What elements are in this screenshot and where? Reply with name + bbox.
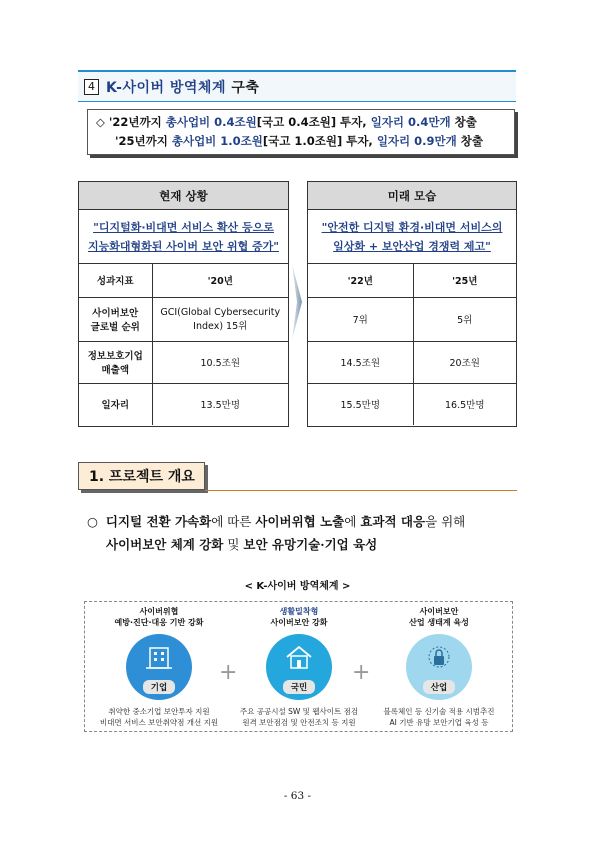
overview-1-b: 에 따른 [211, 514, 256, 529]
diagram-column-enterprise [89, 606, 229, 728]
table-row [308, 297, 516, 341]
future-desc-line-1: "안전한 디지털 환경·비대면 서비스의 [321, 221, 503, 234]
summary-2-jobs: 일자리 0.9만개 [376, 134, 457, 148]
page-number: - 63 - [283, 790, 312, 802]
table-row [308, 383, 516, 425]
diagram-title: < K-사이버 방역체계 > [244, 581, 351, 592]
industry-circle [406, 634, 472, 700]
overview-1-c: 사이버위협 노출 [255, 514, 345, 529]
column-caption: 생활밀착형 사이버보안 강화 [270, 607, 328, 627]
col-year-2025-header: '25년 [413, 264, 516, 297]
table-row [79, 341, 288, 383]
table-row [79, 264, 288, 297]
lock-circuit-icon [424, 644, 454, 670]
citizen-circle [266, 634, 332, 700]
section-title [106, 77, 259, 97]
industry-label: 산업 [423, 680, 455, 694]
column-description: 블록체인 등 신기술 적용 시범추진 AI 기반 유망 보안기업 육성 등 [383, 707, 495, 727]
summary-line-1 [96, 113, 506, 132]
table-row [308, 341, 516, 383]
section-title-bar [78, 70, 516, 102]
enterprise-label: 기업 [143, 680, 175, 694]
overview-2-b: 및 [223, 537, 244, 552]
project-overview-text [87, 510, 527, 556]
summary-2-e: 창출 [456, 134, 483, 148]
overview-1-d: 에 [344, 514, 361, 529]
metric-value: 10.5조원 [152, 341, 288, 383]
table-row [79, 383, 288, 425]
project-overview-title: 1. 프로젝트 개요 [78, 462, 205, 490]
overview-line-2 [87, 533, 527, 556]
house-icon [284, 644, 314, 670]
diagram-column-citizen [229, 606, 369, 728]
col-year-2020-header: '20년 [152, 264, 288, 297]
summary-1-e: 창출 [450, 115, 477, 129]
table-row [308, 264, 516, 297]
column-caption: 사이버보안 산업 생태계 육성 [409, 607, 469, 627]
metric-value: 7위 [308, 297, 413, 341]
section-title-suffix: 구축 [231, 79, 260, 96]
summary-2-c: [국고 1.0조원] 투자, [262, 134, 377, 148]
metric-value: 16.5만명 [413, 383, 516, 425]
summary-1-c: [국고 0.4조원] 투자, [256, 115, 371, 129]
column-description: 주요 공공시설 SW 및 웹사이트 점검 원격 보안점검 및 안전조치 등 지원 [239, 707, 359, 727]
overview-line-1 [87, 510, 527, 533]
overview-2-c: 보안 유망기술·기업 육성 [243, 537, 378, 552]
metric-value: 14.5조원 [308, 341, 413, 383]
summary-2-a: '25년까지 [115, 134, 172, 148]
metric-value: 15.5만명 [308, 383, 413, 425]
current-metrics-table [79, 264, 288, 425]
cyber-quarantine-diagram [84, 601, 513, 732]
future-vision-desc [308, 210, 516, 264]
future-vision-header: 미래 모습 [308, 182, 516, 210]
col-year-2022-header: '22년 [347, 276, 373, 288]
transition-arrow-icon [291, 262, 305, 342]
citizen-label: 국민 [283, 680, 315, 694]
metric-label: 사이버보안 글로벌 순위 [79, 297, 152, 341]
current-desc-line-2: 지능화대형화된 사이버 보안 위협 증가" [87, 240, 280, 253]
enterprise-circle [126, 634, 192, 700]
table-row [79, 297, 288, 341]
section-title-main: K-사이버 방역체계 [106, 79, 226, 96]
current-status-box [78, 181, 289, 427]
current-status-desc [79, 210, 288, 264]
diamond-bullet: ◇ [96, 115, 105, 129]
future-desc-line-2: 일상화 + 보안산업 경쟁력 제고" [333, 240, 491, 253]
summary-line-2 [96, 132, 506, 151]
column-description: 취약한 중소기업 보안투자 지원 비대면 서비스 보안취약점 개선 지원 [99, 707, 219, 727]
current-desc-line-1: "디지털화·비대면 서비스 확산 등으로 [93, 221, 274, 234]
overview-1-e: 효과적 대응 [360, 514, 426, 529]
plus-sign: + [352, 660, 371, 685]
metric-label: 일자리 [79, 383, 152, 425]
column-caption: 사이버위협 예방·진단·대응 기반 강화 [114, 607, 204, 627]
project-title-underline [205, 490, 517, 491]
metric-value: GCI(Global Cybersecurity Index) 15위 [152, 297, 288, 341]
current-status-header: 현재 상황 [79, 182, 288, 210]
summary-1-budget: 총사업비 0.4조원 [165, 115, 257, 129]
investment-summary [87, 109, 515, 155]
future-metrics-table [308, 264, 516, 425]
metric-value: 20조원 [413, 341, 516, 383]
circle-bullet: ○ [87, 514, 98, 529]
section-number: 4 [84, 79, 99, 95]
summary-2-budget: 총사업비 1.0조원 [171, 134, 263, 148]
metric-label: 정보보호기업 매출액 [79, 341, 152, 383]
metric-value: 13.5만명 [152, 383, 288, 425]
metric-value: 5위 [413, 297, 516, 341]
building-icon [144, 644, 174, 670]
col-metric-header: 성과지표 [96, 276, 134, 288]
summary-1-jobs: 일자리 0.4만개 [370, 115, 451, 129]
overview-1-a: 디지털 전환 가속화 [105, 514, 212, 529]
future-vision-box [307, 181, 517, 427]
summary-1-a: '22년까지 [108, 115, 166, 129]
overview-1-f: 을 위해 [425, 514, 466, 529]
overview-2-a: 사이버보안 체계 강화 [106, 537, 224, 552]
diagram-column-industry [369, 606, 509, 728]
plus-sign: + [219, 660, 238, 685]
